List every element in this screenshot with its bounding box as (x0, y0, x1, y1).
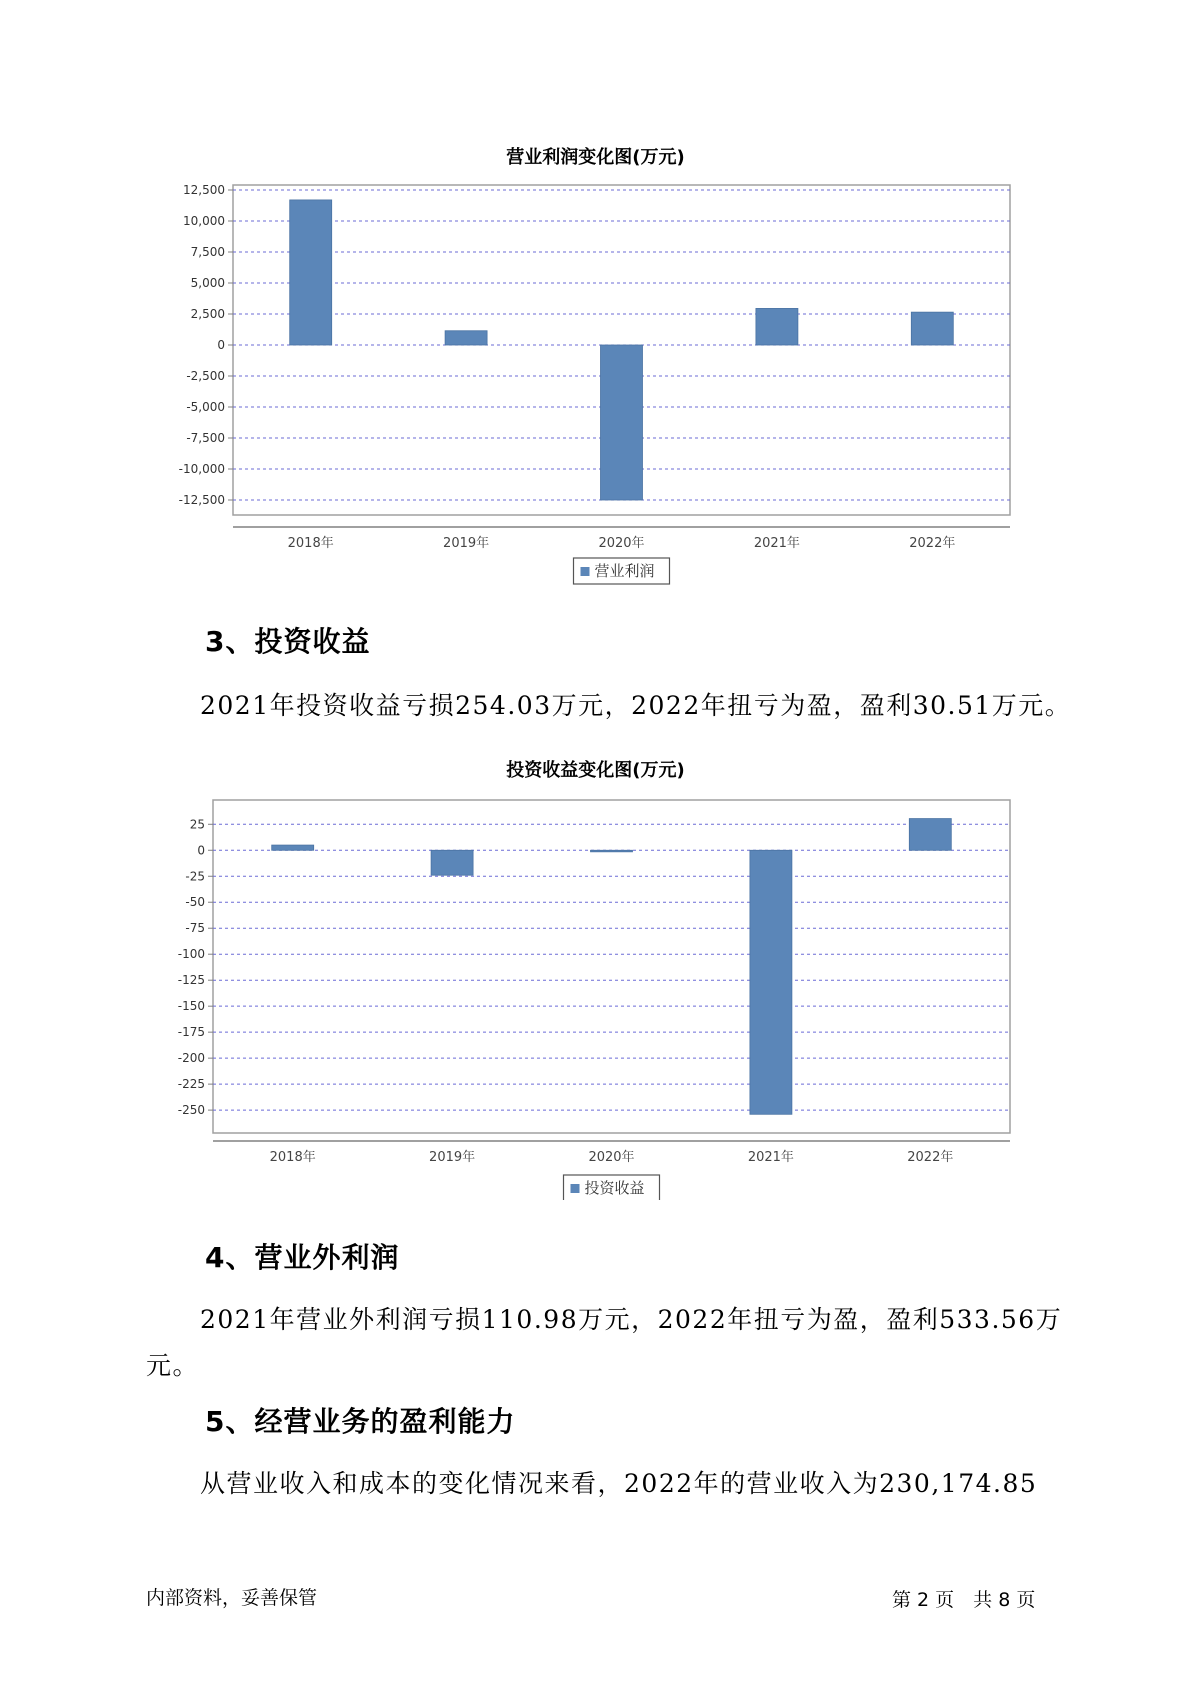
bar-2022年 (909, 819, 951, 851)
y-tick-label: 7,500 (190, 245, 225, 259)
section3-paragraph: 2021年投资收益亏损254.03万元，2022年扭亏为盈，盈利30.51万元。 (200, 691, 1072, 720)
y-tick-label: 0 (197, 843, 205, 858)
section4-paragraph-line1: 2021年营业外利润亏损110.98万元，2022年扭亏为盈，盈利533.56万 (200, 1305, 1063, 1334)
x-tick-label: 2022年 (907, 1150, 954, 1165)
legend-label: 营业利润 (594, 562, 655, 580)
y-tick-label: -100 (177, 947, 205, 962)
x-tick-label: 2022年 (909, 536, 956, 551)
y-tick-label: 10,000 (183, 214, 225, 228)
bar-2018年 (272, 845, 314, 850)
x-tick-label: 2021年 (753, 536, 800, 551)
x-tick-label: 2020年 (588, 1150, 635, 1165)
y-tick-label: -225 (177, 1077, 205, 1092)
x-tick-label: 2020年 (598, 536, 645, 551)
y-tick-label: -250 (177, 1103, 205, 1118)
y-tick-label: -2,500 (186, 369, 225, 383)
y-tick-label: -150 (177, 999, 205, 1014)
bar-2019年 (431, 850, 473, 875)
x-tick-label: 2018年 (269, 1150, 316, 1165)
legend-label: 投资收益 (584, 1179, 645, 1197)
chart1-title: 营业利润变化图(万元) (506, 147, 685, 168)
y-tick-label: -175 (177, 1025, 205, 1040)
chart2-title: 投资收益变化图(万元) (506, 760, 685, 781)
y-tick-label: -12,500 (178, 493, 225, 507)
bar-2020年 (591, 850, 633, 852)
y-tick-label: 25 (189, 817, 205, 832)
section3-heading: 3、投资收益 (205, 625, 371, 658)
y-tick-label: -25 (185, 869, 205, 884)
x-tick-label: 2019年 (443, 536, 490, 551)
section4-paragraph-line2: 元。 (146, 1351, 200, 1380)
x-tick-label: 2019年 (429, 1150, 476, 1165)
section5-paragraph: 从营业收入和成本的变化情况来看，2022年的营业收入为230,174.85 (200, 1469, 1038, 1498)
legend (564, 1175, 660, 1200)
y-tick-label: -7,500 (186, 431, 225, 445)
y-tick-label: 2,500 (190, 307, 225, 321)
footer-page-number: 第 2 页 共 8 页 (892, 1589, 1036, 1611)
y-tick-label: -10,000 (178, 462, 225, 476)
y-tick-label: -5,000 (186, 400, 225, 414)
y-tick-label: -125 (177, 973, 205, 988)
y-tick-label: 12,500 (183, 183, 225, 197)
y-tick-label: -200 (177, 1051, 205, 1066)
legend-swatch (571, 1184, 580, 1193)
y-tick-label: 0 (217, 338, 225, 352)
x-tick-label: 2018年 (287, 536, 334, 551)
y-tick-label: 5,000 (190, 276, 225, 290)
y-tick-label: -50 (185, 895, 205, 910)
x-tick-label: 2021年 (747, 1150, 794, 1165)
section4-heading: 4、营业外利润 (205, 1241, 400, 1274)
footer-confidential: 内部资料，妥善保管 (146, 1587, 318, 1609)
section5-heading: 5、经营业务的盈利能力 (205, 1405, 516, 1438)
y-tick-label: -75 (185, 921, 205, 936)
bar-2021年 (750, 850, 792, 1114)
